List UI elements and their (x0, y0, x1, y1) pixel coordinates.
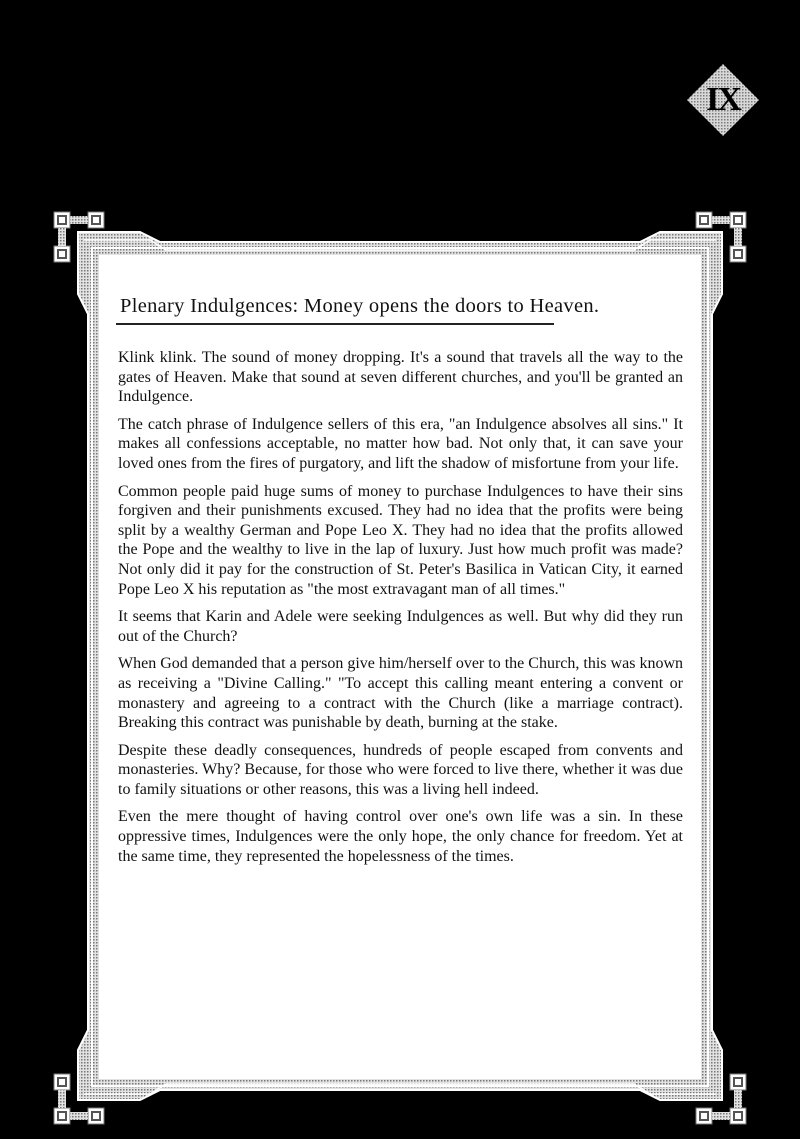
paragraph: Klink klink. The sound of money dropping. It's a sound that travels all the way to the gates of Heaven. Make that sound at seven different churches, and you'll be granted an Indulgence. (118, 349, 683, 406)
title-underline (116, 323, 554, 325)
article-title: Plenary Indulgences: Money opens the doors to Heaven. (120, 295, 600, 317)
paragraph: Despite these deadly consequences, hundreds of people escaped from convents and monasteries. Why? Because, for those who were forced to live there, whether it was due to family situations or other reasons, this was a living hell indeed. (118, 741, 683, 798)
article-body (118, 348, 683, 874)
paragraph: It seems that Karin and Adele were seeking Indulgences as well. But why did they run out of the Church? (118, 608, 683, 645)
chapter-numeral: IX (706, 81, 740, 118)
paragraph: Even the mere thought of having control over one's own life was a sin. In these oppressive times, Indulgences were the only hope, the only chance for freedom. Yet at the same time, they represented the hopelessness of the times. (118, 808, 683, 865)
paragraph: The catch phrase of Indulgence sellers of this era, "an Indulgence absolves all sins." It makes all confessions acceptable, no matter how bad. Not only that, it can save your loved ones from the fires of purgatory, and lift the shadow of misfortune from your life. (118, 415, 683, 472)
paragraph: Common people paid huge sums of money to purchase Indulgences to have their sins forgiven and their punishments excused. They had no idea that the profits were being split by a wealthy German and Pope Leo X. They had no idea that the profits allowed the Pope and the wealthy to live in the lap of luxury. Just how much profit was made? Not only did it pay for the construction of St. Peter's Basilica in Vatican City, it earned Pope Leo X his reputation as "the most extravagant man of all times." (118, 482, 683, 598)
paragraph: When God demanded that a person give him/herself over to the Church, this was known as receiving a "Divine Calling." "To accept this calling meant entering a convent or monastery and agreeing to a contract with the Church (like a marriage contract). Breaking this contract was punishable by death, burning at the stake. (118, 655, 683, 732)
